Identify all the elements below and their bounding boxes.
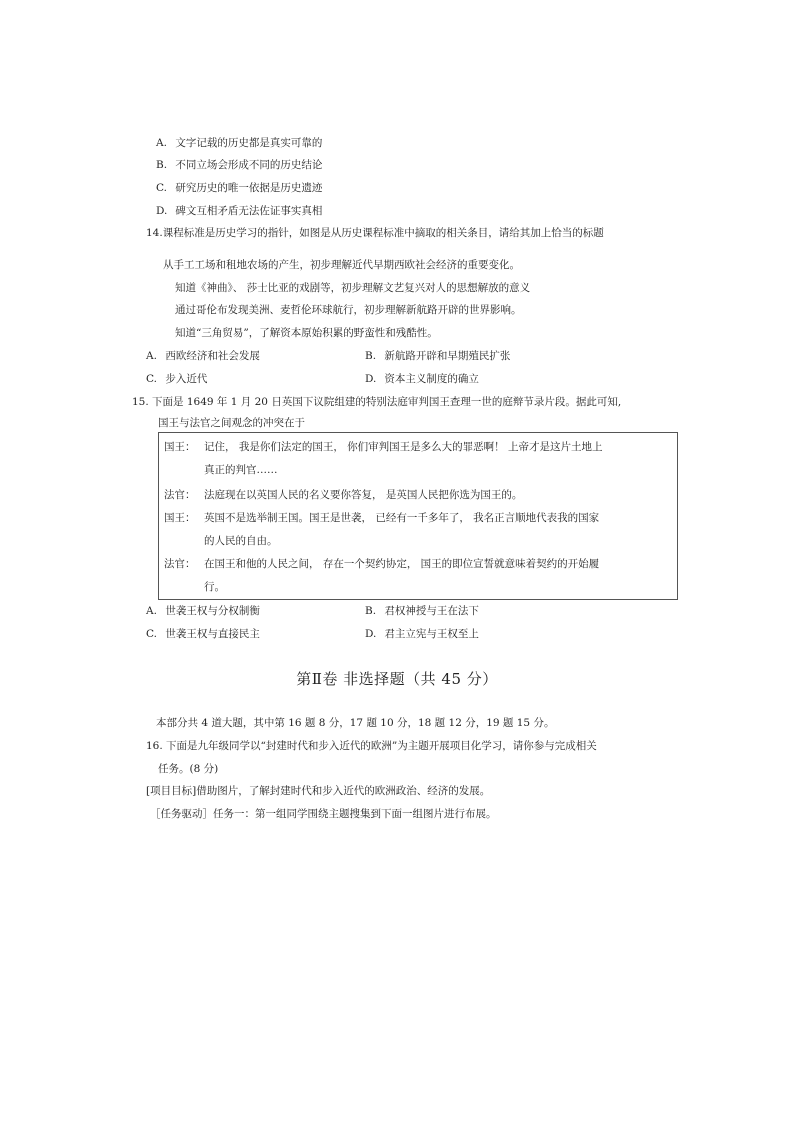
option-text: 步入近代 — [165, 373, 208, 385]
dialogue-line — [164, 511, 599, 525]
speaker-label: 法官： — [164, 489, 196, 501]
option-label: C. — [146, 373, 157, 385]
option-label: C. — [146, 628, 157, 640]
option-label: D. — [156, 205, 168, 217]
q14-option-c — [146, 372, 207, 386]
dialogue-line-cont: 行。 — [204, 581, 225, 593]
q14-standard-item: 从手工工场和租地农场的产生，初步理解近代早期西欧社会经济的重要变化。 — [163, 259, 520, 271]
option-label: B. — [156, 159, 168, 171]
q13-option-c — [156, 181, 322, 195]
option-label: B. — [365, 350, 377, 362]
q15-option-b — [365, 604, 479, 618]
option-label: B. — [365, 605, 377, 617]
q14-standard-item: 知道《神曲》、 莎士比亚的戏剧等，初步理解文艺复兴对人的思想解放的意义 — [175, 282, 531, 294]
option-label: A. — [146, 605, 157, 617]
speech-text: 英国不是选举制王国。国王是世袭， 已经有一千多年了， 我名正言顺地代表我的国家 — [204, 512, 600, 524]
q15-option-c — [146, 627, 260, 641]
speaker-label: 国王： — [164, 512, 196, 524]
q13-option-d — [156, 204, 322, 218]
option-label: C. — [156, 182, 167, 194]
option-text: 碑文互相矛盾无法佐证事实真相 — [175, 205, 323, 217]
option-text: 不同立场会形成不同的历史结论 — [175, 159, 323, 171]
q14-stem: 14.课程标准是历史学习的指针，如图是从历史课程标准中摘取的相关条目，请给其加上恰当的标题 — [146, 227, 604, 239]
speech-text: 在国王和他的人民之间， 存在一个契约协定， 国王的即位宣誓就意味着契约的开始履 — [204, 558, 600, 570]
q14-option-a — [146, 349, 260, 363]
option-label: D. — [365, 373, 377, 385]
option-label: D. — [365, 628, 377, 640]
q13-option-a — [156, 136, 322, 150]
q16-task-one: ［任务驱动］任务一：第一组同学围绕主题搜集到下面一组图片进行布展。 — [150, 808, 497, 820]
option-text: 文字记载的历史都是真实可靠的 — [175, 137, 323, 149]
courtroom-dialogue-box — [158, 432, 678, 600]
option-label: A. — [156, 137, 167, 149]
option-text: 君主立宪与王权至上 — [384, 628, 479, 640]
option-text: 资本主义制度的确立 — [384, 373, 479, 385]
q16-stem: 16. 下面是九年级同学以“封建时代和步入近代的欧洲”为主题开展项目化学习，请你参与完成相关 — [146, 740, 597, 752]
option-text: 西欧经济和社会发展 — [165, 350, 260, 362]
speech-text: 法庭现在以英国人民的名义要你答复， 是英国人民把你选为国王的。 — [204, 489, 523, 501]
q14-option-d — [365, 372, 479, 386]
speaker-label: 国王： — [164, 441, 196, 453]
option-text: 世袭王权与直接民主 — [165, 628, 260, 640]
option-text: 研究历史的唯一依据是历史遗迹 — [175, 182, 323, 194]
q14-standard-item: 通过哥伦布发现美洲、麦哲伦环球航行，初步理解新航路开辟的世界影响。 — [175, 304, 522, 316]
q15-option-a — [146, 604, 260, 618]
q16-stem-cont: 任务。(8 分) — [158, 763, 219, 775]
option-text: 世袭王权与分权制衡 — [165, 605, 260, 617]
dialogue-line — [164, 440, 603, 454]
option-text: 君权神授与王在法下 — [384, 605, 479, 617]
dialogue-line-cont: 的人民的自由。 — [204, 535, 278, 547]
q15-option-d — [365, 627, 479, 641]
section-title: 第Ⅱ卷 非选择题（共 45 分） — [296, 670, 498, 688]
dialogue-line — [164, 488, 522, 502]
section-intro: 本部分共 4 道大题，其中第 16 题 8 分，17 题 10 分，18 题 12 分，19 题 15 分。 — [156, 717, 555, 729]
q14-standard-item: 知道“三角贸易”，了解资本原始积累的野蛮性和残酷性。 — [175, 327, 438, 339]
option-label: A. — [146, 350, 157, 362]
dialogue-line — [164, 557, 599, 571]
q15-stem-cont: 国王与法官之间观念的冲突在于 — [158, 417, 305, 429]
q15-stem: 15. 下面是 1649 年 1 月 20 日英国下议院组建的特别法庭审判国王查理一世的庭辩节录片段。据此可知, — [132, 396, 622, 408]
speaker-label: 法官： — [164, 558, 196, 570]
q16-project-goal: [项目目标]借助图片，了解封建时代和步入近代的欧洲政治、经济的发展。 — [146, 785, 491, 797]
speech-text: 记住， 我是你们法定的国王， 你们审判国王是多么大的罪恶啊！ 上帝才是这片土地上 — [204, 441, 603, 453]
q13-option-b — [156, 158, 322, 172]
option-text: 新航路开辟和早期殖民扩张 — [384, 350, 511, 362]
dialogue-line-cont: 真正的判官…… — [204, 464, 278, 476]
q14-option-b — [365, 349, 510, 363]
